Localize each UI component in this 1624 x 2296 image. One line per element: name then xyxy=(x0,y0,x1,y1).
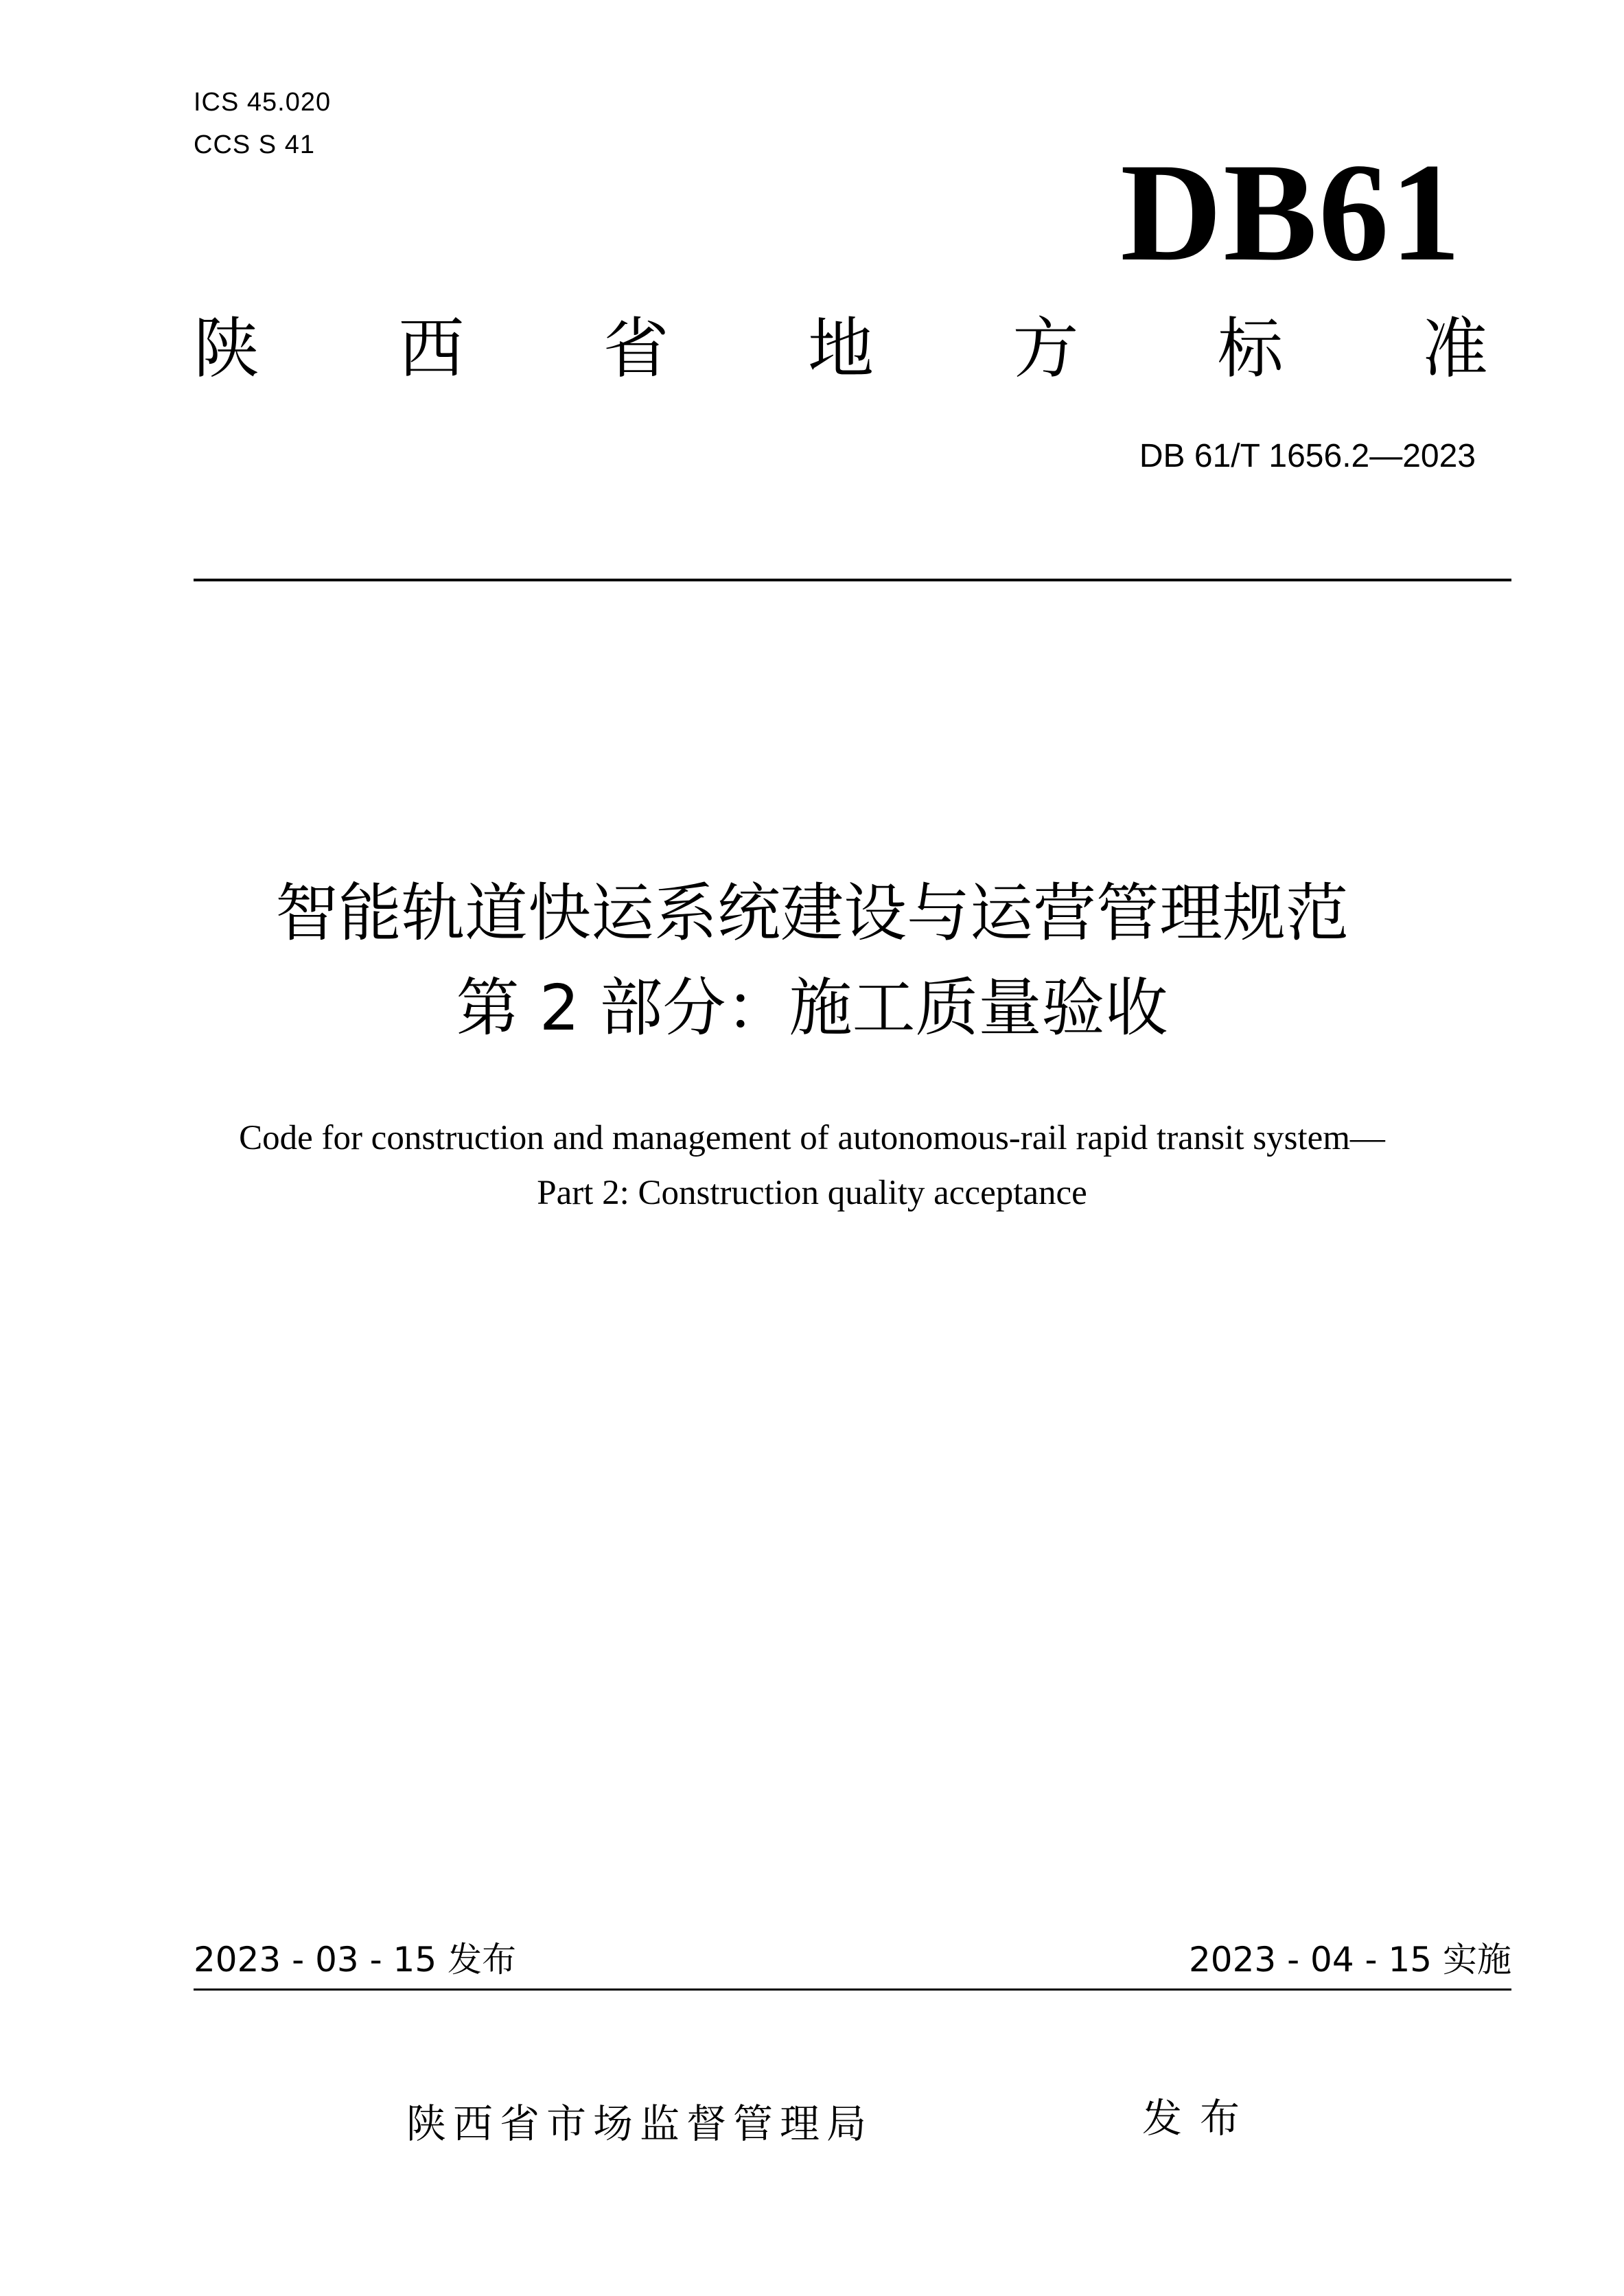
standard-type-char: 省 xyxy=(603,310,669,387)
standard-code: DB 61/T 1656.2—2023 xyxy=(1139,438,1476,474)
chinese-title-line-1: 智能轨道快运系统建设与运营管理规范 xyxy=(275,877,1349,950)
header-divider xyxy=(194,579,1511,581)
standard-type-char: 方 xyxy=(1012,310,1079,387)
ccs-code: CCS S 41 xyxy=(194,130,315,159)
issue-label: 发布 xyxy=(1142,2095,1258,2142)
standard-type-char: 标 xyxy=(1217,310,1284,387)
publisher: 陕西省市场监督管理局 xyxy=(406,2100,874,2147)
issue-date: 2023 - 03 - 15 发布 xyxy=(194,1940,517,1980)
standard-type-char: 陕 xyxy=(194,310,259,387)
footer-divider xyxy=(194,1988,1511,1991)
standard-logo: DB61 xyxy=(1120,135,1462,290)
english-title-line-1: Code for construction and management of autonomous-rail rapid transit system— xyxy=(239,1119,1385,1157)
standard-type xyxy=(194,308,1488,390)
ics-code: ICS 45.020 xyxy=(194,88,332,117)
classification-codes xyxy=(194,81,331,166)
english-title-line-2: Part 2: Construction quality acceptance xyxy=(537,1174,1087,1212)
standard-type-char: 准 xyxy=(1422,310,1488,387)
chinese-title-line-2: 第 2 部分：施工质量验收 xyxy=(456,971,1168,1045)
implementation-date: 2023 - 04 - 15 实施 xyxy=(1188,1940,1511,1980)
standard-type-char: 地 xyxy=(807,310,874,387)
english-title xyxy=(0,1111,1624,1220)
chinese-title xyxy=(0,866,1624,1056)
standard-type-char: 西 xyxy=(398,310,465,387)
